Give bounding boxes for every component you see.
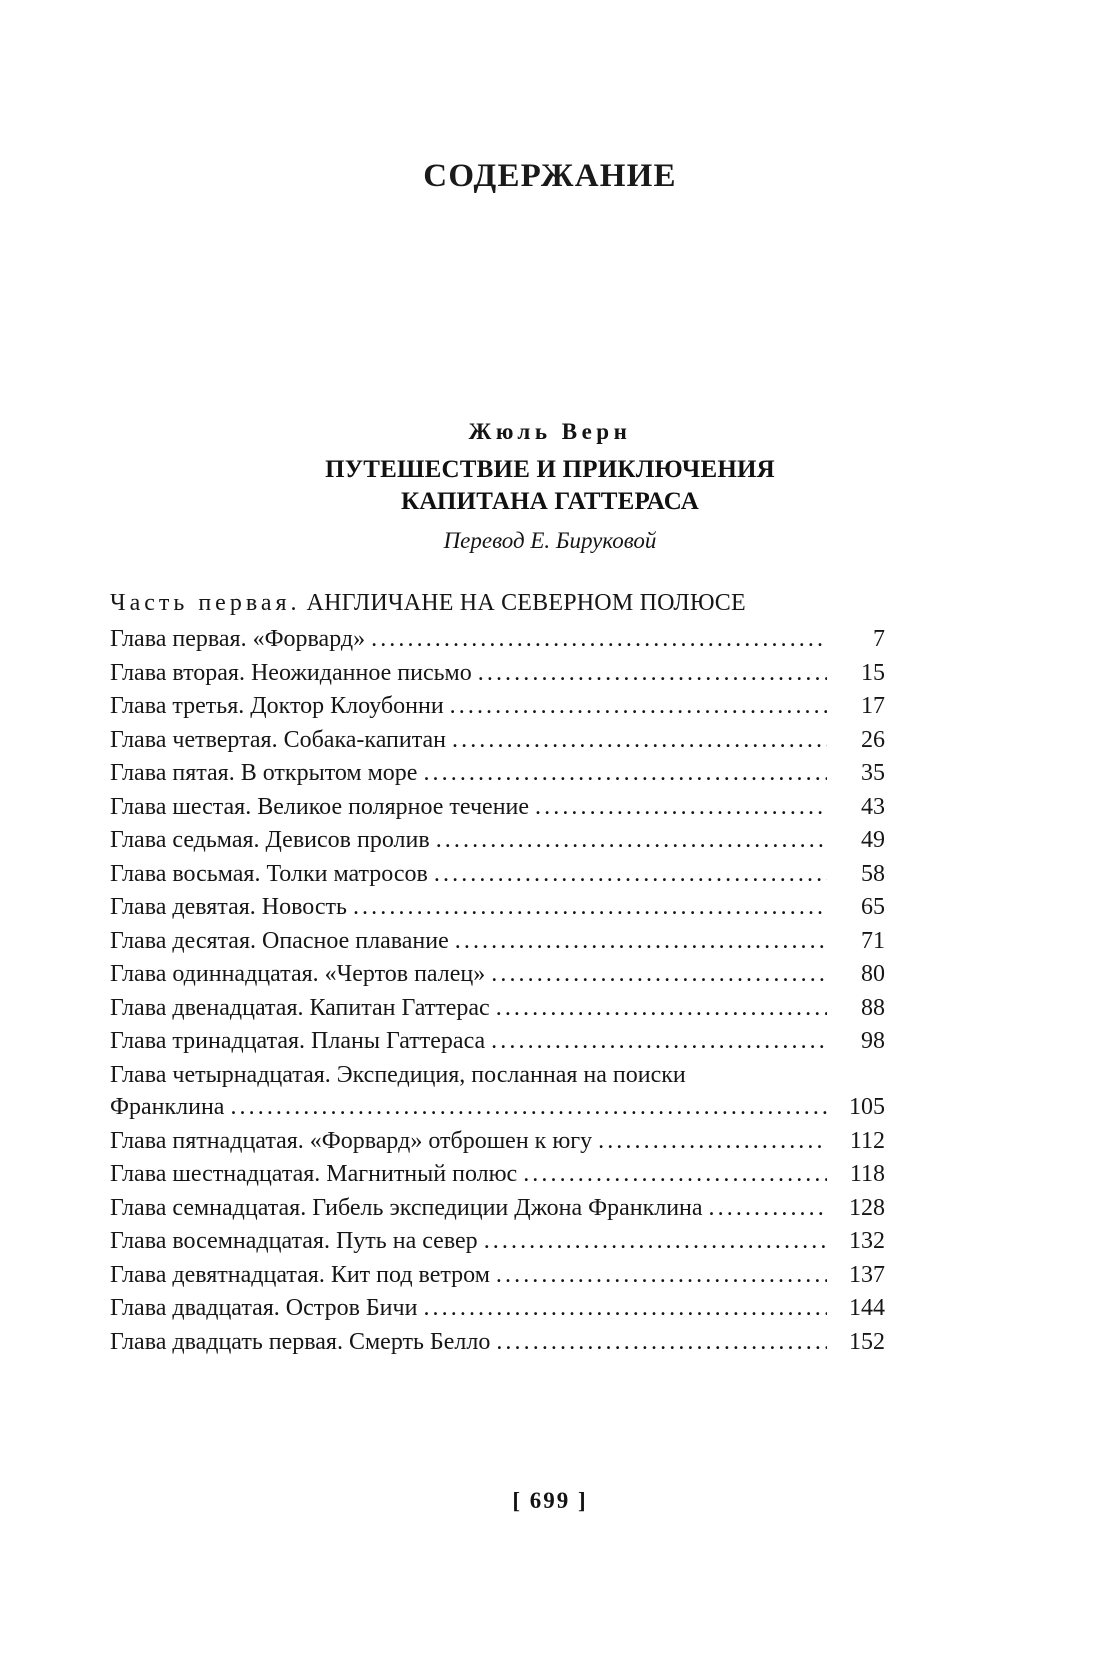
toc-entry[interactable] [110,690,885,723]
toc-entry[interactable] [110,657,885,690]
toc-entry-page-number: 43 [861,793,885,820]
work-title-line-2: КАПИТАНА ГАТТЕРАСА [400,488,700,516]
toc-entry-title: Глава шестая. Великое полярное течение [110,793,530,820]
toc-entry-page-number: 137 [849,1261,885,1288]
dot-leader [496,1259,827,1292]
toc-entry[interactable] [110,992,885,1025]
toc-entry-title: Глава двадцатая. Остров Бичи [110,1295,418,1322]
toc-entry-title: Глава восемнадцатая. Путь на север [110,1228,478,1255]
toc-entry-title-continued: Франклина [110,1094,225,1121]
toc-entry-page-number: 17 [861,693,885,720]
dot-leader [491,958,827,991]
part-heading [110,587,885,619]
toc-entry-title: Глава десятая. Опасное плавание [110,927,449,954]
dot-leader [455,925,827,958]
dot-leader [523,1158,827,1191]
toc-entry-page-number: 128 [849,1194,885,1221]
toc-entry[interactable] [110,1025,885,1058]
part-heading-label: Часть первая. [110,590,301,616]
toc-entry[interactable] [110,724,885,757]
dot-leader [535,791,827,824]
dot-leader [484,1225,827,1258]
toc-entry[interactable] [110,757,885,790]
toc-entry[interactable] [110,891,885,924]
toc-entry-title: Глава вторая. Неожиданное письмо [110,659,472,686]
toc-entry[interactable] [110,1259,885,1292]
dot-leader [423,1292,827,1325]
toc-entries [110,623,885,1358]
toc-entry-page-number: 80 [861,961,885,988]
contents-list [110,587,885,1359]
toc-entry-page-number: 7 [873,626,885,653]
toc-entry-page-number: 144 [849,1295,885,1322]
toc-entry-title: Глава четырнадцатая. Экспедиция, посланная на поиски [110,1061,686,1088]
toc-entry-title: Глава первая. «Форвард» [110,626,366,653]
toc-entry-page-number: 65 [861,894,885,921]
toc-entry-title: Глава шестнадцатая. Магнитный полюс [110,1161,518,1188]
toc-entry-page-number: 118 [849,1161,885,1188]
toc-entry-page-number: 49 [861,827,885,854]
toc-entry-title: Глава пятая. В открытом море [110,760,418,787]
toc-entry-page-number: 132 [849,1228,885,1255]
dot-leader [496,992,827,1025]
toc-entry[interactable] [110,623,885,656]
dot-leader [230,1091,827,1124]
toc-entry-title: Глава девятнадцатая. Кит под ветром [110,1261,490,1288]
dot-leader [353,891,827,924]
toc-entry[interactable] [110,791,885,824]
toc-entry-title: Глава двенадцатая. Капитан Гаттерас [110,994,490,1021]
toc-entry-title: Глава четвертая. Собака-капитан [110,726,446,753]
toc-entry-page-number: 58 [861,860,885,887]
toc-entry-title: Глава девятая. Новость [110,894,347,921]
toc-entry-title: Глава седьмая. Девисов пролив [110,827,430,854]
dot-leader [491,1025,827,1058]
toc-entry-title: Глава пятнадцатая. «Форвард» отброшен к югу [110,1127,593,1154]
toc-entry-title: Глава тринадцатая. Планы Гаттераса [110,1028,486,1055]
dot-leader [434,858,827,891]
work-header [0,418,1100,554]
toc-entry[interactable] [110,925,885,958]
toc-entry-page-number: 105 [849,1094,885,1121]
toc-entry[interactable] [110,1326,885,1359]
toc-entry-page-number: 88 [861,994,885,1021]
dot-leader [598,1125,827,1158]
toc-entry-page-number: 112 [849,1127,885,1154]
toc-entry-title: Глава двадцать первая. Смерть Белло [110,1328,491,1355]
dot-leader [452,724,827,757]
toc-entry-title: Глава одиннадцатая. «Чертов палец» [110,961,486,988]
toc-entry-title: Глава третья. Доктор Клоубонни [110,693,444,720]
toc-entry-page-number: 26 [861,726,885,753]
dot-leader [450,690,827,723]
toc-entry[interactable] [110,1292,885,1325]
toc-entry[interactable] [110,1158,885,1191]
toc-entry[interactable] [110,1059,885,1124]
toc-entry[interactable] [110,1125,885,1158]
dot-leader [371,623,827,656]
dot-leader [496,1326,827,1359]
work-title [0,454,1100,519]
translator-credit: Перевод Е. Бируковой [443,527,657,553]
toc-entry-title: Глава семнадцатая. Гибель экспедиции Джона Франклина [110,1194,703,1221]
toc-entry[interactable] [110,1192,885,1225]
dot-leader [436,824,827,857]
toc-entry-page-number: 152 [849,1328,885,1355]
toc-entry-page-number: 35 [861,760,885,787]
toc-entry-page-number: 15 [861,659,885,686]
page-title: СОДЕРЖАНИЕ [423,158,677,194]
toc-entry-page-number: 98 [861,1028,885,1055]
author-name: Жюль Верн [468,419,632,444]
dot-leader [709,1192,827,1225]
toc-entry[interactable] [110,958,885,991]
dot-leader [478,657,827,690]
toc-entry[interactable] [110,1225,885,1258]
toc-entry[interactable] [110,824,885,857]
toc-entry-page-number: 71 [861,927,885,954]
dot-leader [423,757,827,790]
part-heading-title: АНГЛИЧАНЕ НА СЕВЕРНОМ ПОЛЮСЕ [306,590,746,616]
work-title-line-1: ПУТЕШЕСТВИЕ И ПРИКЛЮЧЕНИЯ [325,455,775,483]
page-folio: [ 699 ] [512,1488,588,1513]
toc-entry-title: Глава восьмая. Толки матросов [110,860,428,887]
toc-entry[interactable] [110,858,885,891]
